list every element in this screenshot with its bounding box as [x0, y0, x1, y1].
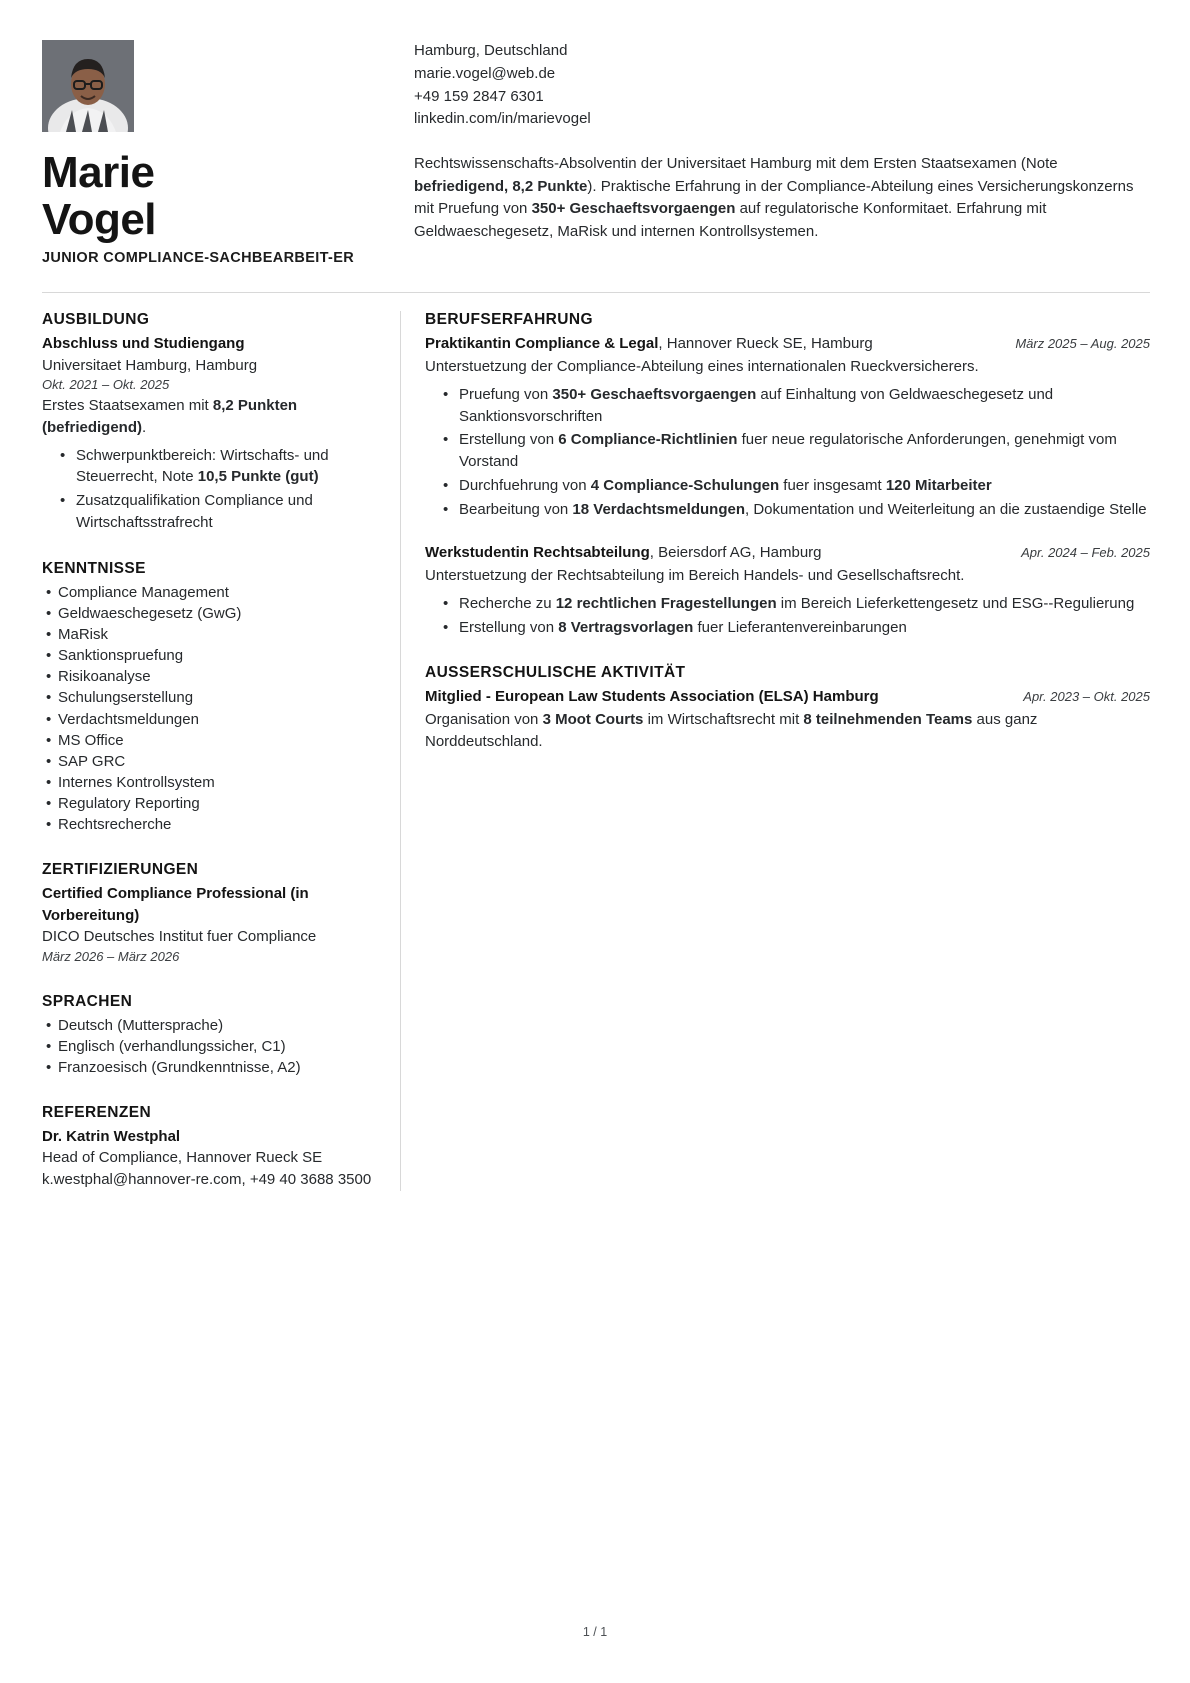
section-certifications — [42, 861, 378, 966]
list-item: • Zusatzqualifikation Compliance und Wirtschaftsstrafrecht — [76, 490, 378, 534]
page-indicator: 1 / 1 — [582, 1625, 608, 1639]
experience-company: , Beiersdorf AG, Hamburg — [649, 544, 822, 562]
list-item: • Compliance Management — [58, 582, 378, 603]
avatar-icon — [42, 40, 134, 132]
list-item: • MaRisk — [58, 624, 378, 645]
experience-entry — [425, 333, 1150, 520]
list-item: • Verdachtsmeldungen — [58, 709, 378, 730]
activity-title-text: Mitglied - European Law Students Association (ELSA) Hamburg — [425, 688, 879, 706]
list-item: • Erstellung von 8 Vertragsvorlagen fuer Lieferantenvereinbarungen — [459, 617, 1150, 639]
section-activity — [425, 664, 1150, 752]
reference-position: Head of Compliance, Hannover Rueck SE — [42, 1149, 323, 1167]
list-item: • Franzoesisch (Grundkenntnisse, A2) — [58, 1057, 378, 1078]
section-title-activity: AUSSERSCHULISCHE AKTIVITÄT — [425, 664, 686, 682]
list-item: • Sanktionspruefung — [58, 645, 378, 666]
list-item: • Risikoanalyse — [58, 666, 378, 687]
education-institution: Universitaet Hamburg, Hamburg — [42, 356, 258, 374]
list-item: • MS Office — [58, 730, 378, 751]
list-item: • SAP GRC — [58, 751, 378, 772]
contact-phone[interactable]: +49 159 2847 6301 — [414, 87, 544, 105]
certification-name: Certified Compliance Professional (in Vorbereitung) — [42, 885, 309, 924]
experience-date: März 2025 – Aug. 2025 — [1015, 336, 1150, 352]
section-title-languages: SPRACHEN — [42, 992, 133, 1010]
left-column — [42, 311, 400, 1190]
experience-entry-head — [425, 542, 1150, 564]
contact-linkedin[interactable]: linkedin.com/in/marievogel — [414, 110, 591, 128]
right-column — [400, 311, 1150, 1190]
activity-head — [425, 686, 1150, 708]
experience-summary: Unterstuetzung der Rechtsabteilung im Bereich Handels- und Gesellschaftsrecht. — [425, 567, 965, 585]
education-bullet-list — [42, 445, 378, 534]
section-languages — [42, 993, 378, 1078]
languages-list — [42, 1015, 378, 1078]
header-identity-block — [42, 40, 400, 268]
experience-bullet-list — [425, 593, 1150, 639]
education-date: Okt. 2021 – Okt. 2025 — [42, 377, 170, 393]
section-experience — [425, 311, 1150, 638]
job-role-subtitle: JUNIOR COMPLIANCE-SACHBEARBEIT-ER — [42, 250, 355, 267]
list-item: • Internes Kontrollsystem — [58, 772, 378, 793]
header-contact-block — [400, 40, 1150, 268]
activity-description: Organisation von 3 Moot Courts im Wirtschaftsrecht mit 8 teilnehmenden Teams aus ganz Norddeutschland. — [425, 711, 1038, 750]
activity-date: Apr. 2023 – Okt. 2025 — [1023, 689, 1150, 705]
section-references — [42, 1104, 378, 1191]
list-item: • Englisch (verhandlungssicher, C1) — [58, 1036, 378, 1057]
experience-position-title: Werkstudentin Rechtsabteilung — [425, 544, 650, 562]
list-item: • Geldwaeschegesetz (GwG) — [58, 603, 378, 624]
section-skills — [42, 560, 378, 836]
page-title — [42, 149, 380, 243]
experience-position — [425, 542, 834, 564]
list-item: • Schwerpunktbereich: Wirtschafts- und Steuerrecht, Note 10,5 Punkte (gut) — [76, 445, 378, 489]
certification-issuer: DICO Deutsches Institut fuer Compliance — [42, 927, 317, 945]
skills-list — [42, 582, 378, 836]
last-name: Vogel — [42, 195, 157, 245]
list-item: • Durchfuehrung von 4 Compliance-Schulungen fuer insgesamt 120 Mitarbeiter — [459, 475, 1150, 497]
section-title-education: AUSBILDUNG — [42, 311, 150, 329]
reference-contact[interactable]: k.westphal@hannover-re.com, +49 40 3688 3500 — [42, 1171, 372, 1189]
list-item: • Regulatory Reporting — [58, 793, 378, 814]
section-education — [42, 311, 378, 533]
experience-company: , Hannover Rueck SE, Hamburg — [658, 335, 873, 353]
list-item: • Rechtsrecherche — [58, 814, 378, 835]
reference-name: Dr. Katrin Westphal — [42, 1127, 181, 1145]
activity-title — [425, 686, 891, 708]
list-item: • Pruefung von 350+ Geschaeftsvorgaengen auf Einhaltung von Geldwaeschegesetz und Sanktionsvorschriften — [459, 384, 1150, 428]
education-description: Erstes Staatsexamen mit 8,2 Punkten (befriedigend). — [42, 397, 298, 436]
certification-date: März 2026 – März 2026 — [42, 948, 180, 964]
experience-job-list — [425, 333, 1150, 638]
first-name: Marie — [42, 148, 155, 197]
experience-date: Apr. 2024 – Feb. 2025 — [1021, 545, 1150, 561]
education-entry-title: Abschluss und Studiengang — [42, 335, 245, 353]
list-item: • Schulungserstellung — [58, 687, 378, 708]
experience-entry-head — [425, 333, 1150, 355]
experience-bullet-list — [425, 384, 1150, 521]
section-title-references: REFERENZEN — [42, 1103, 152, 1121]
section-title-experience: BERUFSERFAHRUNG — [425, 311, 593, 329]
page-footer — [0, 1625, 1190, 1639]
list-item: • Recherche zu 12 rechtlichen Fragestellungen im Bereich Lieferkettengesetz und ESG--Regulierung — [459, 593, 1150, 615]
list-item: • Bearbeitung von 18 Verdachtsmeldungen, Dokumentation und Weiterleitung an die zustaendige Stelle — [459, 499, 1150, 521]
experience-summary: Unterstuetzung der Compliance-Abteilung eines internationalen Rueckversicherers. — [425, 358, 979, 376]
profile-summary: Rechtswissenschafts-Absolventin der Universitaet Hamburg mit dem Ersten Staatsexamen (Note befriedigend, 8,2 Punkte). Praktische Erfahrung in der Compliance-Abteilung eines Versicherungskonzerns mit Pruefung von 350+ Geschaeftsvorgaengen auf regulatorische Konformitaet. Erfahrung mit Geldwaeschegesetz, MaRisk und internen Kontrollsystemen. — [414, 155, 1134, 240]
contact-location: Hamburg, Deutschland — [414, 42, 568, 59]
section-title-skills: KENNTNISSE — [42, 559, 146, 577]
section-title-certifications: ZERTIFIZIERUNGEN — [42, 861, 199, 879]
resume-body — [0, 293, 1190, 1190]
contact-email[interactable]: marie.vogel@web.de — [414, 64, 556, 82]
experience-entry — [425, 542, 1150, 638]
list-item: • Erstellung von 6 Compliance-Richtlinien fuer neue regulatorische Anforderungen, genehmigt vom Vorstand — [459, 429, 1150, 473]
experience-position-title: Praktikantin Compliance & Legal — [425, 335, 659, 353]
list-item: • Deutsch (Muttersprache) — [58, 1015, 378, 1036]
resume-header — [0, 0, 1190, 268]
profile-photo — [42, 40, 134, 132]
experience-position — [425, 333, 885, 355]
